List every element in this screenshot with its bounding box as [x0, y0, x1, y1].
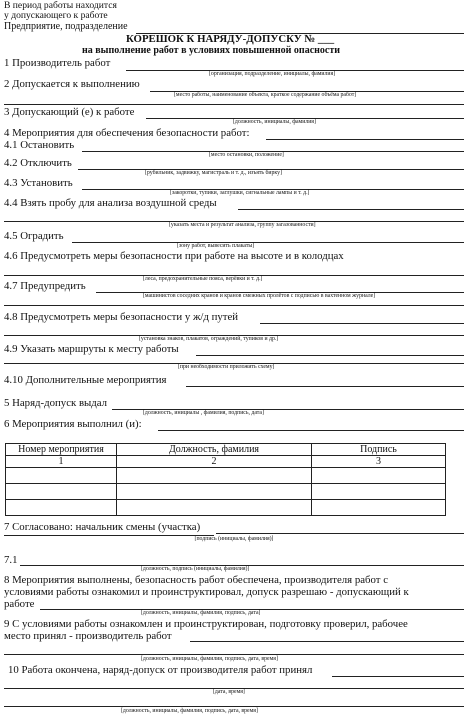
field-7-1-label: 7.1: [4, 554, 18, 566]
table-row: [6, 484, 446, 500]
field-10-line: [332, 676, 464, 677]
col-number-2: 2: [117, 456, 312, 468]
doc-title: КОРЕШОК К НАРЯДУ-ДОПУСКУ № ___: [126, 33, 335, 45]
field-4-line: [266, 139, 464, 140]
field-8-line1: 8 Мероприятия выполнены, безопасность работ обеспечена, производителя работ с: [4, 574, 388, 586]
field-8-caption: [должность, инициалы, фамилия, подпись, дата]: [141, 610, 261, 616]
col-header-position: Должность, фамилия: [117, 444, 312, 456]
table-row: [6, 500, 446, 516]
field-2-caption: [место работы, наименование объекта, краткое содержание объёма работ]: [174, 92, 357, 98]
field-4-2-caption: [рубильник, задвижку, магистраль и т. д., изъять бирку]: [145, 170, 282, 176]
field-9-line-2: [4, 654, 464, 655]
col-header-number: Номер мероприятия: [6, 444, 117, 456]
col-number-3: 3: [312, 456, 446, 468]
field-7-line: [216, 533, 464, 534]
field-6-label: 6 Мероприятия выполнил (и):: [4, 418, 142, 430]
field-10-line1: 10 Работа окончена, наряд-допуск от производителя работ принял: [8, 664, 313, 676]
field-3-label: 3 Допускающий (е) к работе: [4, 106, 135, 118]
field-7-label: 7 Согласовано: начальник смены (участка): [4, 521, 201, 533]
field-4-label: 4 Мероприятия для обеспечения безопасности работ:: [4, 127, 250, 139]
field-4-3-label: 4.3 Установить: [4, 177, 73, 189]
table-number-row: [6, 456, 446, 468]
col-number-1: 1: [6, 456, 117, 468]
field-4-8-caption: [установка знаков, плакатов, ограждений, тупиков и др.]: [139, 336, 279, 342]
field-9-line2: место принял - производитель работ: [4, 630, 172, 642]
field-10-caption-2: [должность, инициалы, фамилия, подпись, дата, время]: [121, 708, 258, 714]
table-header-row: [6, 444, 446, 456]
field-5-label: 5 Наряд-допуск выдал: [4, 397, 108, 409]
doc-subtitle: на выполнение работ в условиях повышенной опасности: [82, 45, 341, 56]
field-3-caption: [должность, инициалы, фамилия]: [233, 119, 316, 125]
enterprise-label: Предприятие, подразделение: [4, 21, 128, 32]
field-8-line3: работе: [4, 598, 35, 610]
field-9-line1: 9 С условиями работы ознакомлен и проинструктирован, подготовку проверил, рабочее: [4, 618, 408, 630]
field-4-9-label: 4.9 Указать маршруты к месту работы: [4, 343, 179, 355]
field-4-8-label: 4.8 Предусмотреть меры безопасности у ж/д путей: [4, 311, 239, 323]
field-10-line-3: [4, 706, 464, 707]
field-4-9-line: [196, 355, 464, 356]
field-9-caption: [должность, инициалы, фамилия, подпись, дата, время]: [141, 656, 278, 662]
field-4-4-caption: [указать места и результат анализа, группу загазованности]: [169, 222, 316, 228]
field-4-5-line: [72, 242, 464, 243]
field-5-caption: [должность, инициалы , фамилия, подпись, дата]: [143, 410, 264, 416]
field-6-line: [158, 430, 464, 431]
field-4-6-label: 4.6 Предусмотреть меры безопасности при работе на высоте и в колодцах: [4, 250, 344, 262]
field-4-10-line: [186, 386, 464, 387]
custody-note-line2: у допускающего к работе: [4, 10, 108, 21]
field-1-caption: [организация, подразделение, инициалы, фамилия]: [209, 71, 336, 77]
field-4-4-label: 4.4 Взять пробу для анализа воздушной среды: [4, 197, 217, 209]
field-4-10-label: 4.10 Дополнительные мероприятия: [4, 374, 167, 386]
field-4-7-line-2: [4, 305, 464, 306]
field-4-1-caption: [место остановки, положение]: [209, 152, 284, 158]
field-4-3-caption: [закоротки, тупики, заглушки, сигнальные лампы и т. д.]: [170, 190, 310, 196]
measures-table: [5, 443, 446, 516]
field-7-1-caption: [должность, подпись (инициалы, фамилия)]: [141, 566, 250, 572]
field-4-1-label: 4.1 Остановить: [4, 139, 75, 151]
field-2-label: 2 Допускается к выполнению: [4, 78, 140, 90]
field-4-2-label: 4.2 Отключить: [4, 157, 72, 169]
field-8-line2: условиями работы ознакомил и проинструктировал, допуск разрешаю - допускающий к: [4, 586, 409, 598]
field-4-4-line: [238, 209, 464, 210]
field-9-line: [190, 641, 464, 642]
field-2-line-2: [4, 104, 464, 105]
field-4-9-caption: [при необходимости приложить схему]: [178, 364, 275, 370]
field-7-caption: [подпись (инициалы, фамилия)]: [194, 536, 274, 542]
field-4-5-caption: [зону работ, вывесить плакаты]: [177, 243, 255, 249]
field-4-8-line: [260, 323, 464, 324]
field-4-7-label: 4.7 Предупредить: [4, 280, 86, 292]
field-4-9-line-2: [4, 363, 464, 364]
field-4-5-label: 4.5 Оградить: [4, 230, 64, 242]
field-7-line-2: [4, 535, 214, 536]
custody-note-line1: В период работы находится: [4, 0, 117, 11]
field-4-7-caption: [машинистов соседних кранов и кранов смежных пролётов с подписью в вахтенном журнале]: [143, 293, 376, 299]
field-4-6-caption: [леса, предохранительные пояса, верёвки и т. д.]: [143, 276, 263, 282]
col-header-signature: Подпись: [312, 444, 446, 456]
field-10-caption-1: [дата, время]: [213, 689, 245, 695]
table-row: [6, 468, 446, 484]
field-1-label: 1 Производитель работ: [4, 57, 111, 69]
